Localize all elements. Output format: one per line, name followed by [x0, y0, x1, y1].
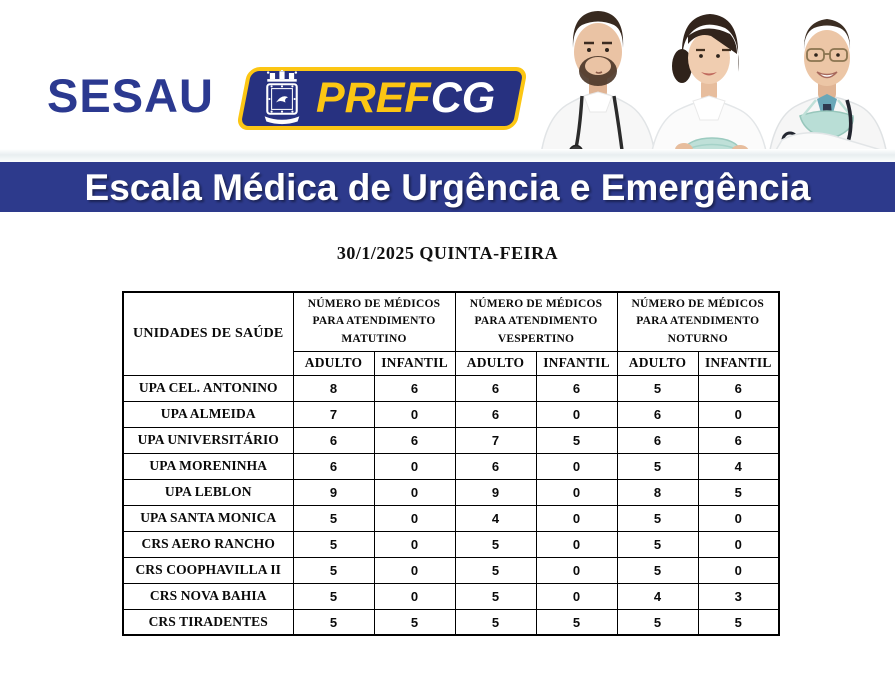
doctor-count-cell: 0 — [536, 557, 617, 583]
doctor-count-cell: 0 — [536, 479, 617, 505]
doctor-count-cell: 5 — [617, 557, 698, 583]
table-row — [123, 609, 779, 635]
doctor-count-cell: 0 — [698, 505, 779, 531]
doctor-count-cell: 0 — [374, 583, 455, 609]
doctor-count-cell: 0 — [374, 479, 455, 505]
doctor-count-cell: 6 — [455, 401, 536, 427]
units-column-header: UNIDADES DE SAÚDE — [123, 292, 293, 375]
unit-name-cell: CRS NOVA BAHIA — [123, 583, 293, 609]
doctor-count-cell: 0 — [374, 557, 455, 583]
doctor-count-cell: 5 — [617, 609, 698, 635]
doctor-count-cell: 6 — [536, 375, 617, 401]
doctors-photo — [530, 0, 895, 162]
doctor-count-cell: 7 — [455, 427, 536, 453]
doctor-count-cell: 0 — [374, 401, 455, 427]
table-row — [123, 479, 779, 505]
table-row — [123, 401, 779, 427]
doctor-count-cell: 5 — [293, 505, 374, 531]
unit-name-cell: UPA ALMEIDA — [123, 401, 293, 427]
table-row — [123, 505, 779, 531]
doctor-count-cell: 5 — [293, 583, 374, 609]
header-shadow-strip — [0, 149, 895, 162]
doctor-count-cell: 6 — [374, 375, 455, 401]
doctor-count-cell: 5 — [293, 531, 374, 557]
doctor-count-cell: 3 — [698, 583, 779, 609]
unit-name-cell: CRS TIRADENTES — [123, 609, 293, 635]
prefcg-badge-content — [246, 67, 526, 130]
doctor-count-cell: 5 — [617, 453, 698, 479]
group-header-vespertino: NÚMERO DE MÉDICOS PARA ATENDIMENTO VESPERTINO — [455, 292, 617, 351]
doctor-count-cell: 0 — [374, 531, 455, 557]
doctor-count-cell: 5 — [293, 609, 374, 635]
table-row — [123, 375, 779, 401]
unit-name-cell: UPA CEL. ANTONINO — [123, 375, 293, 401]
sesau-logo: SESAU — [47, 69, 214, 122]
prefcg-wordmark — [316, 74, 496, 122]
doctor-count-cell: 5 — [698, 479, 779, 505]
doctor-count-cell: 4 — [698, 453, 779, 479]
doctor-count-cell: 6 — [698, 375, 779, 401]
doctor-count-cell: 8 — [293, 375, 374, 401]
doctor-count-cell: 5 — [617, 375, 698, 401]
doctor-count-cell: 5 — [455, 557, 536, 583]
unit-name-cell: UPA SANTA MONICA — [123, 505, 293, 531]
table-row — [123, 453, 779, 479]
table-row — [123, 557, 779, 583]
subheader-adulto: ADULTO — [455, 351, 536, 375]
doctor-count-cell: 0 — [698, 531, 779, 557]
page-title: Escala Médica de Urgência e Emergência — [84, 166, 811, 208]
doctor-count-cell: 6 — [293, 453, 374, 479]
unit-name-cell: UPA UNIVERSITÁRIO — [123, 427, 293, 453]
doctor-count-cell: 4 — [455, 505, 536, 531]
doctor-count-cell: 0 — [536, 401, 617, 427]
doctor-count-cell: 5 — [455, 609, 536, 635]
doctor-count-cell: 0 — [698, 401, 779, 427]
doctor-count-cell: 9 — [455, 479, 536, 505]
campo-grande-coat-of-arms-icon — [256, 70, 308, 128]
cg-text: CG — [430, 74, 496, 122]
doctor-count-cell: 0 — [536, 453, 617, 479]
doctor-count-cell: 6 — [455, 375, 536, 401]
doctor-count-cell: 5 — [455, 583, 536, 609]
doctor-count-cell: 5 — [536, 427, 617, 453]
doctor-count-cell: 6 — [455, 453, 536, 479]
table-row — [123, 531, 779, 557]
doctor-count-cell: 9 — [293, 479, 374, 505]
doctor-count-cell: 6 — [293, 427, 374, 453]
schedule-table — [122, 291, 780, 636]
doctor-count-cell: 5 — [455, 531, 536, 557]
subheader-infantil: INFANTIL — [698, 351, 779, 375]
unit-name-cell: UPA MORENINHA — [123, 453, 293, 479]
doctor-count-cell: 0 — [536, 531, 617, 557]
header — [0, 0, 895, 162]
group-header-noturno: NÚMERO DE MÉDICOS PARA ATENDIMENTO NOTURNO — [617, 292, 779, 351]
doctor-count-cell: 0 — [374, 453, 455, 479]
doctor-count-cell: 0 — [536, 505, 617, 531]
doctor-count-cell: 6 — [374, 427, 455, 453]
unit-name-cell: CRS COOPHAVILLA II — [123, 557, 293, 583]
doctor-count-cell: 5 — [536, 609, 617, 635]
group-header-row — [123, 292, 779, 351]
group-header-matutino: NÚMERO DE MÉDICOS PARA ATENDIMENTO MATUTINO — [293, 292, 455, 351]
doctor-count-cell: 8 — [617, 479, 698, 505]
doctor-count-cell: 5 — [293, 557, 374, 583]
doctor-count-cell: 0 — [374, 505, 455, 531]
subheader-infantil: INFANTIL — [374, 351, 455, 375]
doctor-count-cell: 4 — [617, 583, 698, 609]
table-row — [123, 427, 779, 453]
doctor-count-cell: 0 — [698, 557, 779, 583]
doctor-count-cell: 6 — [617, 401, 698, 427]
subheader-adulto: ADULTO — [617, 351, 698, 375]
doctor-count-cell: 5 — [374, 609, 455, 635]
doctor-count-cell: 0 — [536, 583, 617, 609]
title-banner — [0, 162, 895, 212]
unit-name-cell: UPA LEBLON — [123, 479, 293, 505]
doctor-count-cell: 5 — [617, 531, 698, 557]
subheader-adulto: ADULTO — [293, 351, 374, 375]
doctor-count-cell: 6 — [698, 427, 779, 453]
table-row — [123, 583, 779, 609]
pref-text: PREF — [316, 74, 431, 122]
doctor-count-cell: 5 — [617, 505, 698, 531]
schedule-table-body — [123, 375, 779, 635]
doctor-count-cell: 5 — [698, 609, 779, 635]
unit-name-cell: CRS AERO RANCHO — [123, 531, 293, 557]
doctor-count-cell: 7 — [293, 401, 374, 427]
subheader-infantil: INFANTIL — [536, 351, 617, 375]
date-heading: 30/1/2025 QUINTA-FEIRA — [336, 243, 559, 263]
doctor-count-cell: 6 — [617, 427, 698, 453]
